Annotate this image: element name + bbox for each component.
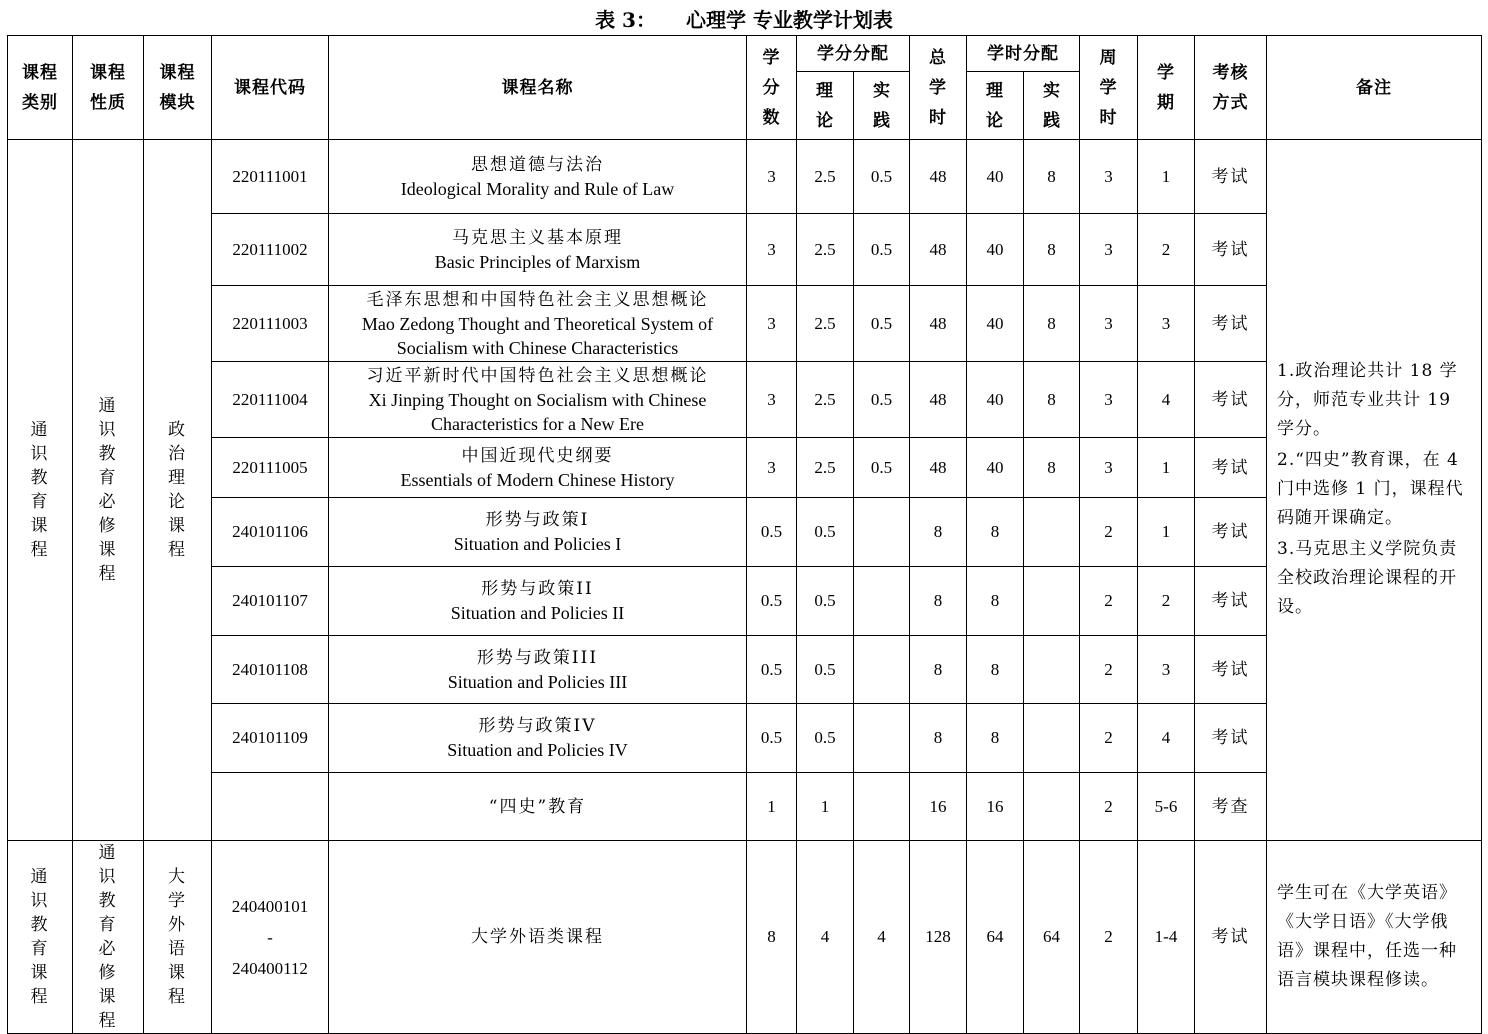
course-hours-practice: 8	[1024, 140, 1080, 214]
course-weekly-hours: 3	[1080, 286, 1138, 362]
group1-body	[8, 140, 1482, 841]
course-hours-theory: 40	[967, 214, 1024, 286]
course-hours-practice	[1024, 704, 1080, 773]
table-row	[8, 636, 1482, 704]
header-hour-split: 学时分配	[967, 36, 1080, 72]
course-total-hours: 48	[910, 286, 967, 362]
course-total-hours: 48	[910, 362, 967, 438]
course-weekly-hours: 2	[1080, 498, 1138, 567]
course-name	[329, 286, 747, 362]
header-hours-theory: 理论	[967, 72, 1024, 140]
course-weekly-hours: 2	[1080, 773, 1138, 841]
course-semester: 4	[1138, 704, 1195, 773]
course-name-zh: “四史”教育	[488, 796, 587, 817]
course-code: 220111005	[212, 438, 329, 498]
course-credits: 1	[747, 773, 797, 841]
course-credits: 0.5	[747, 636, 797, 704]
course-practice	[854, 636, 910, 704]
table-row	[8, 140, 1482, 214]
header-credit-practice: 实践	[854, 72, 910, 140]
course-semester: 5-6	[1138, 773, 1195, 841]
group2-category: 通识教育课程	[8, 841, 73, 1034]
course-weekly-hours: 3	[1080, 140, 1138, 214]
course-theory: 2.5	[797, 140, 854, 214]
course-hours-theory: 40	[967, 140, 1024, 214]
course-name-zh: 形势与政策I	[485, 510, 590, 530]
course-name	[329, 498, 747, 567]
course-credits: 0.5	[747, 498, 797, 567]
course-hours-practice: 8	[1024, 362, 1080, 438]
course-hours-practice	[1024, 773, 1080, 841]
group1-nature: 通识教育必修课程	[73, 140, 144, 841]
course-hours-theory: 8	[967, 567, 1024, 636]
course-semester: 4	[1138, 362, 1195, 438]
teaching-plan-table	[7, 35, 1482, 1034]
table-row	[8, 214, 1482, 286]
course-name-zh: 形势与政策IV	[478, 716, 597, 736]
group2-practice: 4	[854, 841, 910, 1034]
table-row	[8, 286, 1482, 362]
course-hours-theory: 16	[967, 773, 1024, 841]
course-weekly-hours: 3	[1080, 214, 1138, 286]
course-practice: 0.5	[854, 362, 910, 438]
course-practice: 0.5	[854, 286, 910, 362]
table-title-name: 心理学 专业教学计划表	[685, 8, 893, 32]
group2-assessment: 考试	[1195, 841, 1267, 1034]
course-total-hours: 8	[910, 704, 967, 773]
group1-note-item: 3.马克思主义学院负责全校政治理论课程的开设。	[1277, 538, 1458, 617]
group1-note-item: 1.政治理论共计 18 学分，师范专业共计 19 学分。	[1277, 360, 1458, 439]
course-hours-theory: 40	[967, 362, 1024, 438]
course-hours-theory: 40	[967, 438, 1024, 498]
course-credits: 3	[747, 286, 797, 362]
course-credits: 3	[747, 438, 797, 498]
course-name-zh: 马克思主义基本原理	[452, 227, 623, 248]
course-assessment: 考试	[1195, 140, 1267, 214]
course-theory: 2.5	[797, 214, 854, 286]
header-module: 课程模块	[144, 36, 212, 140]
course-name-en: Ideological Morality and Rule of Law	[400, 178, 675, 199]
course-total-hours: 8	[910, 636, 967, 704]
group2-note: 学生可在《大学英语》《大学日语》《大学俄语》课程中，任选一种语言模块课程修读。	[1267, 841, 1482, 1034]
course-weekly-hours: 2	[1080, 636, 1138, 704]
course-assessment: 考试	[1195, 362, 1267, 438]
course-name	[329, 704, 747, 773]
header-hours-practice: 实践	[1024, 72, 1080, 140]
group2-semester: 1-4	[1138, 841, 1195, 1034]
course-name-en: Mao Zedong Thought and Theoretical System of Socialism with Chinese Characteristics	[361, 313, 714, 358]
course-theory: 0.5	[797, 636, 854, 704]
course-name-en: Situation and Policies IV	[447, 740, 628, 760]
header-category: 课程类别	[8, 36, 73, 140]
group2-theory: 4	[797, 841, 854, 1034]
course-code: 220111001	[212, 140, 329, 214]
header-credit-theory: 理论	[797, 72, 854, 140]
table-title	[0, 4, 1488, 36]
course-practice	[854, 567, 910, 636]
group2-total-hours: 128	[910, 841, 967, 1034]
group2-body	[8, 841, 1482, 1034]
course-hours-practice	[1024, 498, 1080, 567]
course-hours-practice: 8	[1024, 214, 1080, 286]
course-hours-theory: 40	[967, 286, 1024, 362]
course-total-hours: 48	[910, 438, 967, 498]
course-practice	[854, 704, 910, 773]
course-name	[329, 214, 747, 286]
header-nature: 课程性质	[73, 36, 144, 140]
course-theory: 0.5	[797, 567, 854, 636]
course-hours-theory: 8	[967, 704, 1024, 773]
header-semester: 学期	[1138, 36, 1195, 140]
course-code: 240101107	[212, 567, 329, 636]
course-weekly-hours: 3	[1080, 438, 1138, 498]
course-name-zh: 形势与政策II	[481, 579, 594, 599]
course-name	[329, 567, 747, 636]
course-code: 240101108	[212, 636, 329, 704]
course-practice: 0.5	[854, 438, 910, 498]
course-weekly-hours: 3	[1080, 362, 1138, 438]
group2-hours-practice: 64	[1024, 841, 1080, 1034]
course-theory: 0.5	[797, 498, 854, 567]
course-credits: 0.5	[747, 567, 797, 636]
group1-category: 通识教育课程	[8, 140, 73, 841]
course-total-hours: 8	[910, 567, 967, 636]
course-assessment: 考试	[1195, 567, 1267, 636]
table-row	[8, 841, 1482, 1034]
course-name-en: Basic Principles of Marxism	[434, 251, 641, 272]
course-name	[329, 438, 747, 498]
course-semester: 1	[1138, 140, 1195, 214]
course-credits: 0.5	[747, 704, 797, 773]
course-name-zh: 习近平新时代中国特色社会主义思想概论	[366, 365, 709, 386]
course-code: 240101106	[212, 498, 329, 567]
course-total-hours: 8	[910, 498, 967, 567]
course-theory: 2.5	[797, 286, 854, 362]
group2-module: 大学外语课程	[144, 841, 212, 1034]
course-theory: 2.5	[797, 362, 854, 438]
header-code: 课程代码	[212, 36, 329, 140]
table-row	[8, 438, 1482, 498]
header-total-hours: 总学时	[910, 36, 967, 140]
table-title-label: 表 3：	[595, 8, 656, 32]
table-row	[8, 362, 1482, 438]
table-row	[8, 773, 1482, 841]
header-remarks: 备注	[1267, 36, 1482, 140]
course-name-en: Situation and Policies II	[450, 603, 625, 623]
course-semester: 3	[1138, 636, 1195, 704]
course-name-zh: 形势与政策III	[476, 647, 599, 668]
course-assessment: 考查	[1195, 773, 1267, 841]
group2-code	[212, 841, 329, 1034]
group1-note-item: 2.“四史”教育课，在 4 门中选修 1 门，课程代码随开课确定。	[1277, 449, 1464, 528]
group2-nature: 通识教育必修课程	[73, 841, 144, 1034]
course-name	[329, 362, 747, 438]
course-total-hours: 48	[910, 214, 967, 286]
course-hours-practice	[1024, 567, 1080, 636]
course-name-zh: 中国近现代史纲要	[461, 445, 614, 466]
course-practice: 0.5	[854, 214, 910, 286]
course-name-zh: 毛泽东思想和中国特色社会主义思想概论	[366, 289, 709, 310]
group2-weekly-hours: 2	[1080, 841, 1138, 1034]
group2-course-name: 大学外语类课程	[329, 841, 747, 1034]
course-credits: 3	[747, 214, 797, 286]
course-code: 220111002	[212, 214, 329, 286]
course-practice	[854, 773, 910, 841]
course-total-hours: 16	[910, 773, 967, 841]
course-name	[329, 773, 747, 841]
course-assessment: 考试	[1195, 214, 1267, 286]
course-hours-practice: 8	[1024, 438, 1080, 498]
course-name	[329, 636, 747, 704]
course-assessment: 考试	[1195, 636, 1267, 704]
course-practice	[854, 498, 910, 567]
course-theory: 2.5	[797, 438, 854, 498]
course-assessment: 考试	[1195, 498, 1267, 567]
course-code	[212, 773, 329, 841]
course-name	[329, 140, 747, 214]
table-row	[8, 567, 1482, 636]
table-row	[8, 704, 1482, 773]
header-credit-split: 学分分配	[797, 36, 910, 72]
header-assessment: 考核方式	[1195, 36, 1267, 140]
course-weekly-hours: 2	[1080, 704, 1138, 773]
course-hours-practice	[1024, 636, 1080, 704]
course-assessment: 考试	[1195, 286, 1267, 362]
course-code: 220111004	[212, 362, 329, 438]
course-name-zh: 思想道德与法治	[471, 154, 604, 175]
table-row	[8, 498, 1482, 567]
course-name-en: Xi Jinping Thought on Socialism with Chinese Characteristics for a New Ere	[368, 389, 707, 434]
course-semester: 2	[1138, 214, 1195, 286]
header-credits: 学分数	[747, 36, 797, 140]
group2-code-from: 240400101	[231, 896, 309, 916]
course-practice: 0.5	[854, 140, 910, 214]
group2-code-sep: -	[267, 927, 273, 947]
course-code: 220111003	[212, 286, 329, 362]
course-semester: 3	[1138, 286, 1195, 362]
group1-notes	[1267, 140, 1482, 841]
course-semester: 2	[1138, 567, 1195, 636]
course-hours-practice: 8	[1024, 286, 1080, 362]
course-name-en: Situation and Policies III	[447, 671, 628, 692]
course-hours-theory: 8	[967, 636, 1024, 704]
course-semester: 1	[1138, 498, 1195, 567]
group2-credits: 8	[747, 841, 797, 1034]
group2-code-to: 240400112	[232, 958, 308, 978]
group1-module: 政治理论课程	[144, 140, 212, 841]
course-assessment: 考试	[1195, 438, 1267, 498]
course-theory: 0.5	[797, 704, 854, 773]
course-semester: 1	[1138, 438, 1195, 498]
course-total-hours: 48	[910, 140, 967, 214]
course-credits: 3	[747, 362, 797, 438]
course-name-en: Essentials of Modern Chinese History	[400, 469, 675, 490]
course-name-en: Situation and Policies I	[453, 534, 622, 554]
course-assessment: 考试	[1195, 704, 1267, 773]
group2-hours-theory: 64	[967, 841, 1024, 1034]
course-weekly-hours: 2	[1080, 567, 1138, 636]
course-code: 240101109	[212, 704, 329, 773]
course-hours-theory: 8	[967, 498, 1024, 567]
course-credits: 3	[747, 140, 797, 214]
course-theory: 1	[797, 773, 854, 841]
header-name: 课程名称	[329, 36, 747, 140]
header-weekly-hours: 周学时	[1080, 36, 1138, 140]
